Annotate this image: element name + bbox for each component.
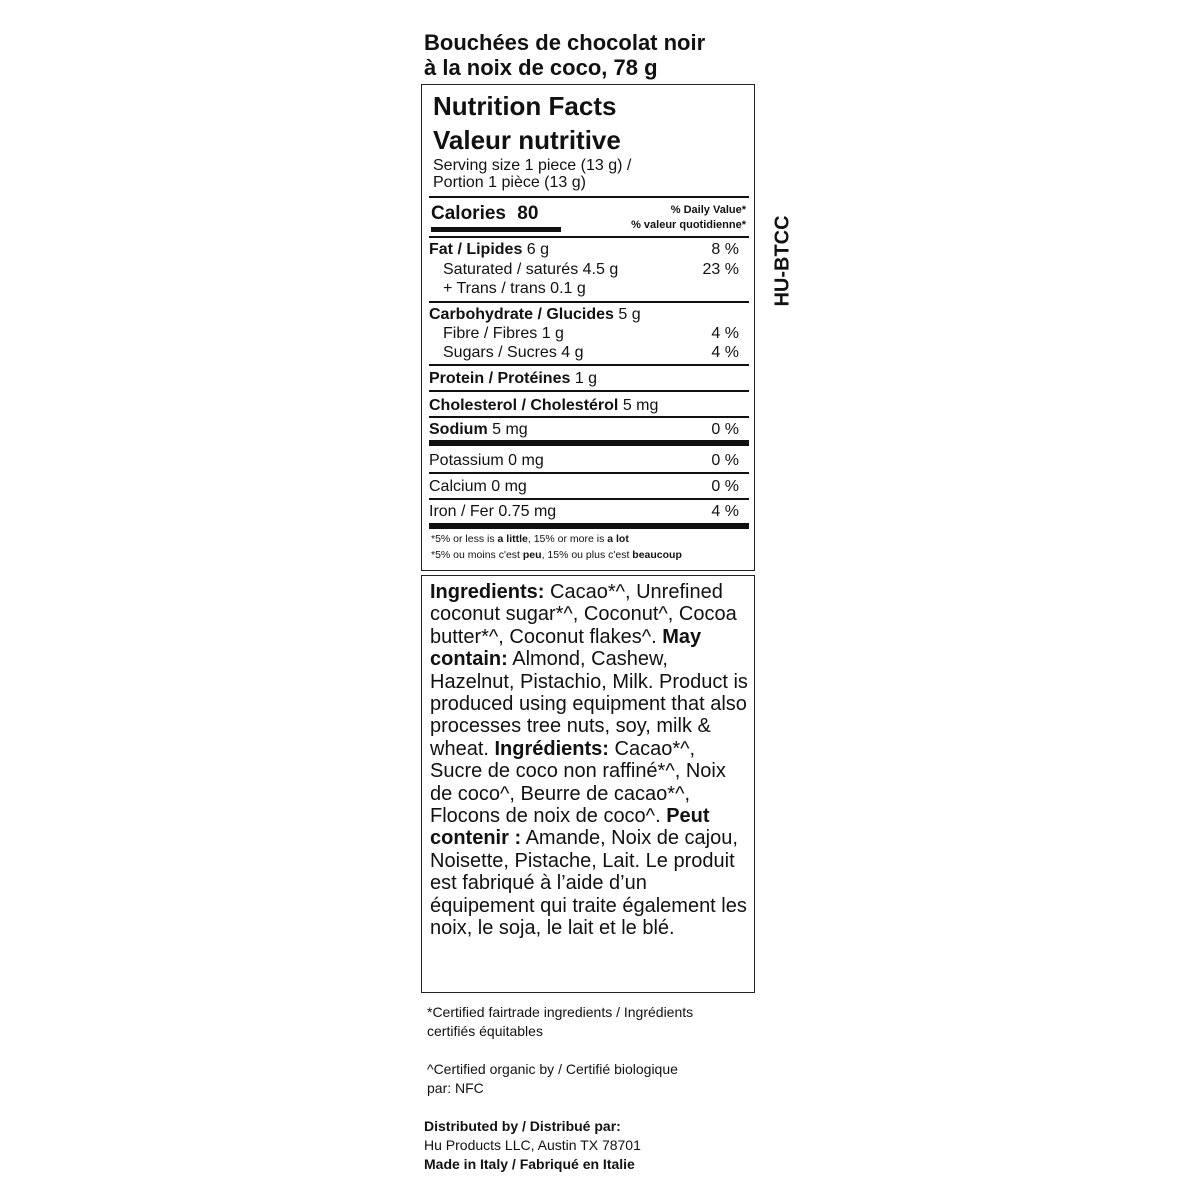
may-contain-en-label: May contain: bbox=[430, 625, 702, 671]
sodium-amount: 5 mg bbox=[492, 421, 528, 438]
iron-amount: 0.75 mg bbox=[498, 503, 557, 520]
sugars-row bbox=[443, 343, 749, 362]
thick-divider bbox=[429, 440, 749, 446]
carbohydrate-row bbox=[429, 305, 749, 324]
footnote-en-little: a little bbox=[497, 533, 528, 545]
calcium-label: Calcium bbox=[429, 478, 487, 495]
footnote-fr-text: *5% ou moins c'est bbox=[431, 549, 523, 561]
thick-divider bbox=[429, 523, 749, 529]
daily-value-header-fr: % valeur quotidienne* bbox=[631, 219, 746, 231]
side-code bbox=[773, 209, 793, 313]
calcium-row bbox=[429, 477, 749, 496]
organic-line1: ^Certified organic by / Certifié biologique bbox=[427, 1061, 678, 1077]
fat-row bbox=[429, 240, 749, 259]
sugars-label: Sugars / Sucres bbox=[443, 344, 557, 361]
fairtrade-line2: certifiés équitables bbox=[427, 1023, 543, 1039]
daily-value-header bbox=[631, 203, 746, 233]
divider bbox=[429, 196, 749, 198]
calories-label: Calories bbox=[431, 203, 506, 224]
serving-size bbox=[433, 157, 631, 191]
saturated-label: Saturated / saturés bbox=[443, 261, 579, 278]
potassium-label: Potassium bbox=[429, 452, 504, 469]
fibre-row bbox=[443, 324, 749, 343]
trans-row bbox=[443, 279, 749, 298]
divider bbox=[429, 236, 749, 238]
fibre-dv: 4 % bbox=[711, 325, 739, 342]
sodium-dv: 0 % bbox=[711, 421, 739, 438]
may-contain-fr: Amande, Noix de cajou, Noisette, Pistache, Lait. Le produit est fabriqué à l’aide d’un équipement qui traite également les noix, le soja, le lait et le blé. bbox=[430, 827, 747, 940]
fat-amount: 6 g bbox=[526, 241, 550, 258]
calcium-amount: 0 mg bbox=[491, 478, 527, 495]
divider bbox=[429, 390, 749, 392]
saturated-amount: 4.5 g bbox=[582, 261, 619, 278]
footnote-en-text: *5% or less is bbox=[431, 533, 498, 545]
nutrition-heading-en: Nutrition Facts bbox=[433, 91, 617, 121]
ingredients-en-list: Cacao*^, Unrefined coconut sugar*^, Coconut^, Cocoa butter*^, Coconut flakes^. bbox=[430, 581, 737, 648]
may-contain-en: Almond, Cashew, Hazelnut, Pistachio, Milk. Product is produced using equipment that also processes tree nuts, soy, milk & wheat. bbox=[430, 648, 748, 760]
calcium-dv: 0 % bbox=[711, 478, 739, 495]
potassium-amount: 0 mg bbox=[508, 452, 544, 469]
saturated-row bbox=[443, 260, 749, 279]
made-in: Made in Italy / Fabriqué en Italie bbox=[424, 1156, 635, 1172]
calories-value: 80 bbox=[517, 203, 539, 224]
product-title-line2: à la noix de coco, 78 g bbox=[424, 55, 658, 80]
product-title bbox=[424, 30, 764, 80]
ingredients-panel bbox=[421, 575, 755, 993]
distributor-block bbox=[424, 1117, 754, 1174]
calories-row bbox=[431, 203, 561, 232]
fibre-amount: 1 g bbox=[541, 325, 564, 342]
footnote-fr-peu: peu bbox=[522, 549, 542, 561]
divider bbox=[429, 472, 749, 474]
fibre-label: Fibre / Fibres bbox=[443, 325, 538, 342]
ingredients-en-label: Ingredients: bbox=[430, 581, 545, 603]
ingredients-fr-label: Ingrédients: bbox=[494, 737, 609, 760]
footnote-fr-beaucoup: beaucoup bbox=[632, 549, 682, 561]
may-contain-fr-label: Peut contenir : bbox=[430, 805, 710, 850]
serving-line2: Portion 1 pièce (13 g) bbox=[433, 174, 586, 191]
iron-dv: 4 % bbox=[711, 503, 739, 520]
cholesterol-label: Cholesterol / Cholestérol bbox=[429, 397, 619, 414]
potassium-row bbox=[429, 451, 749, 470]
divider bbox=[429, 301, 749, 303]
sodium-label: Sodium bbox=[429, 421, 488, 438]
sugars-amount: 4 g bbox=[561, 344, 584, 361]
distributed-label: Distributed by / Distribué par: bbox=[424, 1118, 621, 1134]
fat-dv: 8 % bbox=[711, 241, 739, 258]
organic-note bbox=[427, 1060, 757, 1098]
footnote-fr bbox=[431, 547, 751, 563]
carbohydrate-label: Carbohydrate / Glucides bbox=[429, 306, 614, 323]
footnote-en bbox=[431, 531, 751, 547]
distributor-name: Hu Products LLC, Austin TX 78701 bbox=[424, 1137, 641, 1153]
sugars-dv: 4 % bbox=[711, 344, 739, 361]
ingredients-fr-list: Cacao*^, Sucre de coco non raffiné*^, Noix de coco^, Beurre de cacao*^, Flocons de noix de coco^. bbox=[430, 737, 726, 828]
trans-label: + Trans / trans bbox=[443, 280, 546, 297]
iron-row bbox=[429, 502, 749, 521]
sodium-row bbox=[429, 420, 749, 439]
carbohydrate-amount: 5 g bbox=[618, 306, 641, 323]
protein-row bbox=[429, 369, 749, 388]
footnote-en-text: , 15% or more is bbox=[527, 533, 608, 545]
cholesterol-row bbox=[429, 396, 749, 415]
side-code-text: HU-BTCC bbox=[771, 215, 794, 307]
product-title-line1: Bouchées de chocolat noir bbox=[424, 30, 706, 55]
footnote-fr-text: , 15% ou plus c'est bbox=[541, 549, 633, 561]
fairtrade-note bbox=[427, 1003, 757, 1041]
cholesterol-amount: 5 mg bbox=[622, 397, 659, 414]
divider bbox=[429, 364, 749, 366]
serving-line1: Serving size 1 piece (13 g) / bbox=[433, 157, 632, 174]
iron-label: Iron / Fer bbox=[429, 503, 494, 520]
fairtrade-line1: *Certified fairtrade ingredients / Ingrédients bbox=[427, 1004, 694, 1020]
fat-label: Fat / Lipides bbox=[429, 241, 523, 258]
divider bbox=[429, 498, 749, 500]
saturated-dv: 23 % bbox=[702, 261, 739, 278]
daily-value-header-en: % Daily Value* bbox=[670, 204, 746, 216]
divider bbox=[429, 416, 749, 418]
nutrition-facts-panel bbox=[421, 84, 755, 571]
protein-label: Protein / Protéines bbox=[429, 370, 571, 387]
protein-amount: 1 g bbox=[574, 370, 598, 387]
nutrition-heading-fr: Valeur nutritive bbox=[433, 125, 621, 155]
potassium-dv: 0 % bbox=[711, 452, 739, 469]
footnote-en-lot: a lot bbox=[607, 533, 629, 545]
organic-line2: par: NFC bbox=[427, 1080, 484, 1096]
trans-amount: 0.1 g bbox=[550, 280, 586, 297]
